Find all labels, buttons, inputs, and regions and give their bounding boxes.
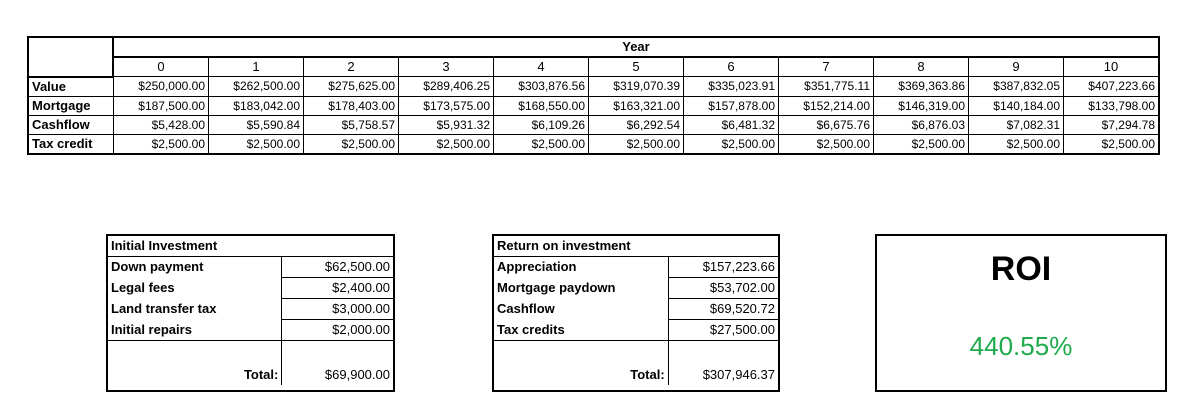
row-label: Tax credit — [28, 134, 113, 154]
mortgage-cell: $187,500.00 — [113, 96, 209, 115]
return-on-investment-title: Return on investment — [494, 236, 778, 257]
tax-credit-cell: $2,500.00 — [779, 134, 874, 154]
total-row — [108, 341, 393, 385]
year-cell: 0 — [113, 57, 209, 77]
tax-credit-cell: $2,500.00 — [684, 134, 779, 154]
cashflow-cell: $7,082.31 — [969, 115, 1064, 134]
year-cell: 2 — [304, 57, 399, 77]
row-label: Mortgage — [28, 96, 113, 115]
item-label: Land transfer tax — [111, 301, 217, 316]
year-cell: 4 — [494, 57, 589, 77]
list-item — [494, 299, 778, 320]
mortgage-cell: $140,184.00 — [969, 96, 1064, 115]
tax-credit-cell: $2,500.00 — [113, 134, 209, 154]
tax-credit-cell: $2,500.00 — [969, 134, 1064, 154]
value-cell: $303,876.56 — [494, 77, 589, 97]
cashflow-cell: $5,758.57 — [304, 115, 399, 134]
roi-value: 440.55% — [969, 331, 1073, 361]
year-cell: 3 — [399, 57, 494, 77]
item-value: $2,400.00 — [282, 278, 393, 299]
table-row-mortgage — [28, 96, 1159, 115]
initial-investment-table — [106, 234, 395, 392]
year-cell: 9 — [969, 57, 1064, 77]
item-label: Legal fees — [111, 280, 175, 295]
item-value: $2,000.00 — [282, 320, 393, 341]
item-value: $62,500.00 — [282, 257, 393, 278]
item-value: $3,000.00 — [282, 299, 393, 320]
total-label: Total: — [494, 341, 668, 385]
cashflow-cell: $6,481.32 — [684, 115, 779, 134]
return-on-investment-table — [492, 234, 780, 392]
mortgage-cell: $146,319.00 — [874, 96, 969, 115]
total-value: $307,946.37 — [668, 341, 778, 385]
value-cell: $289,406.25 — [399, 77, 494, 97]
roi-title: ROI — [990, 250, 1052, 288]
item-value: $27,500.00 — [668, 320, 778, 341]
value-cell: $335,023.91 — [684, 77, 779, 97]
tax-credit-cell: $2,500.00 — [304, 134, 399, 154]
list-item — [494, 257, 778, 278]
tax-credit-cell: $2,500.00 — [399, 134, 494, 154]
item-value: $157,223.66 — [668, 257, 778, 278]
list-item — [494, 320, 778, 341]
value-cell: $369,363.86 — [874, 77, 969, 97]
value-cell: $387,832.05 — [969, 77, 1064, 97]
item-label: Tax credits — [497, 321, 565, 337]
value-cell: $262,500.00 — [209, 77, 304, 97]
row-label: Value — [28, 77, 113, 97]
list-item — [494, 278, 778, 299]
item-label: Appreciation — [497, 259, 577, 275]
item-label: Mortgage paydown — [497, 280, 616, 295]
value-cell: $275,625.00 — [304, 77, 399, 97]
item-value: $69,520.72 — [668, 299, 778, 320]
corner-cell — [28, 37, 113, 77]
cashflow-cell: $6,675.76 — [779, 115, 874, 134]
year-header: Year — [113, 37, 1159, 57]
row-label: Cashflow — [28, 115, 113, 134]
projection-table — [27, 36, 1160, 155]
cashflow-cell: $6,876.03 — [874, 115, 969, 134]
cashflow-cell: $6,109.26 — [494, 115, 589, 134]
roi-box — [875, 234, 1167, 392]
tax-credit-cell: $2,500.00 — [589, 134, 684, 154]
list-item — [108, 257, 393, 278]
cashflow-cell: $5,590.84 — [209, 115, 304, 134]
year-cell: 10 — [1064, 57, 1160, 77]
mortgage-cell: $168,550.00 — [494, 96, 589, 115]
value-cell: $319,070.39 — [589, 77, 684, 97]
year-cell: 6 — [684, 57, 779, 77]
list-item — [108, 278, 393, 299]
cashflow-cell: $7,294.78 — [1064, 115, 1160, 134]
total-row — [494, 341, 778, 385]
year-cell: 8 — [874, 57, 969, 77]
tax-credit-cell: $2,500.00 — [1064, 134, 1160, 154]
list-item — [108, 299, 393, 320]
cashflow-cell: $5,931.32 — [399, 115, 494, 134]
total-label: Total: — [108, 341, 282, 385]
mortgage-cell: $157,878.00 — [684, 96, 779, 115]
mortgage-cell: $152,214.00 — [779, 96, 874, 115]
table-row-cashflow — [28, 115, 1159, 134]
value-cell: $407,223.66 — [1064, 77, 1160, 97]
year-cell: 1 — [209, 57, 304, 77]
cashflow-cell: $5,428.00 — [113, 115, 209, 134]
list-item — [108, 320, 393, 341]
tax-credit-cell: $2,500.00 — [494, 134, 589, 154]
initial-investment-title: Initial Investment — [108, 236, 393, 257]
item-label: Initial repairs — [111, 321, 192, 337]
value-cell: $250,000.00 — [113, 77, 209, 97]
mortgage-cell: $163,321.00 — [589, 96, 684, 115]
tax-credit-cell: $2,500.00 — [874, 134, 969, 154]
mortgage-cell: $173,575.00 — [399, 96, 494, 115]
item-label: Cashflow — [497, 301, 555, 316]
value-cell: $351,775.11 — [779, 77, 874, 97]
item-label: Down payment — [111, 259, 204, 275]
year-cell: 7 — [779, 57, 874, 77]
table-row-tax-credit — [28, 134, 1159, 154]
table-row-value — [28, 77, 1159, 97]
total-value: $69,900.00 — [282, 341, 393, 385]
item-value: $53,702.00 — [668, 278, 778, 299]
mortgage-cell: $133,798.00 — [1064, 96, 1160, 115]
year-cell: 5 — [589, 57, 684, 77]
year-numbers-row — [28, 57, 1159, 77]
tax-credit-cell: $2,500.00 — [209, 134, 304, 154]
year-header-row — [28, 37, 1159, 57]
mortgage-cell: $183,042.00 — [209, 96, 304, 115]
mortgage-cell: $178,403.00 — [304, 96, 399, 115]
cashflow-cell: $6,292.54 — [589, 115, 684, 134]
